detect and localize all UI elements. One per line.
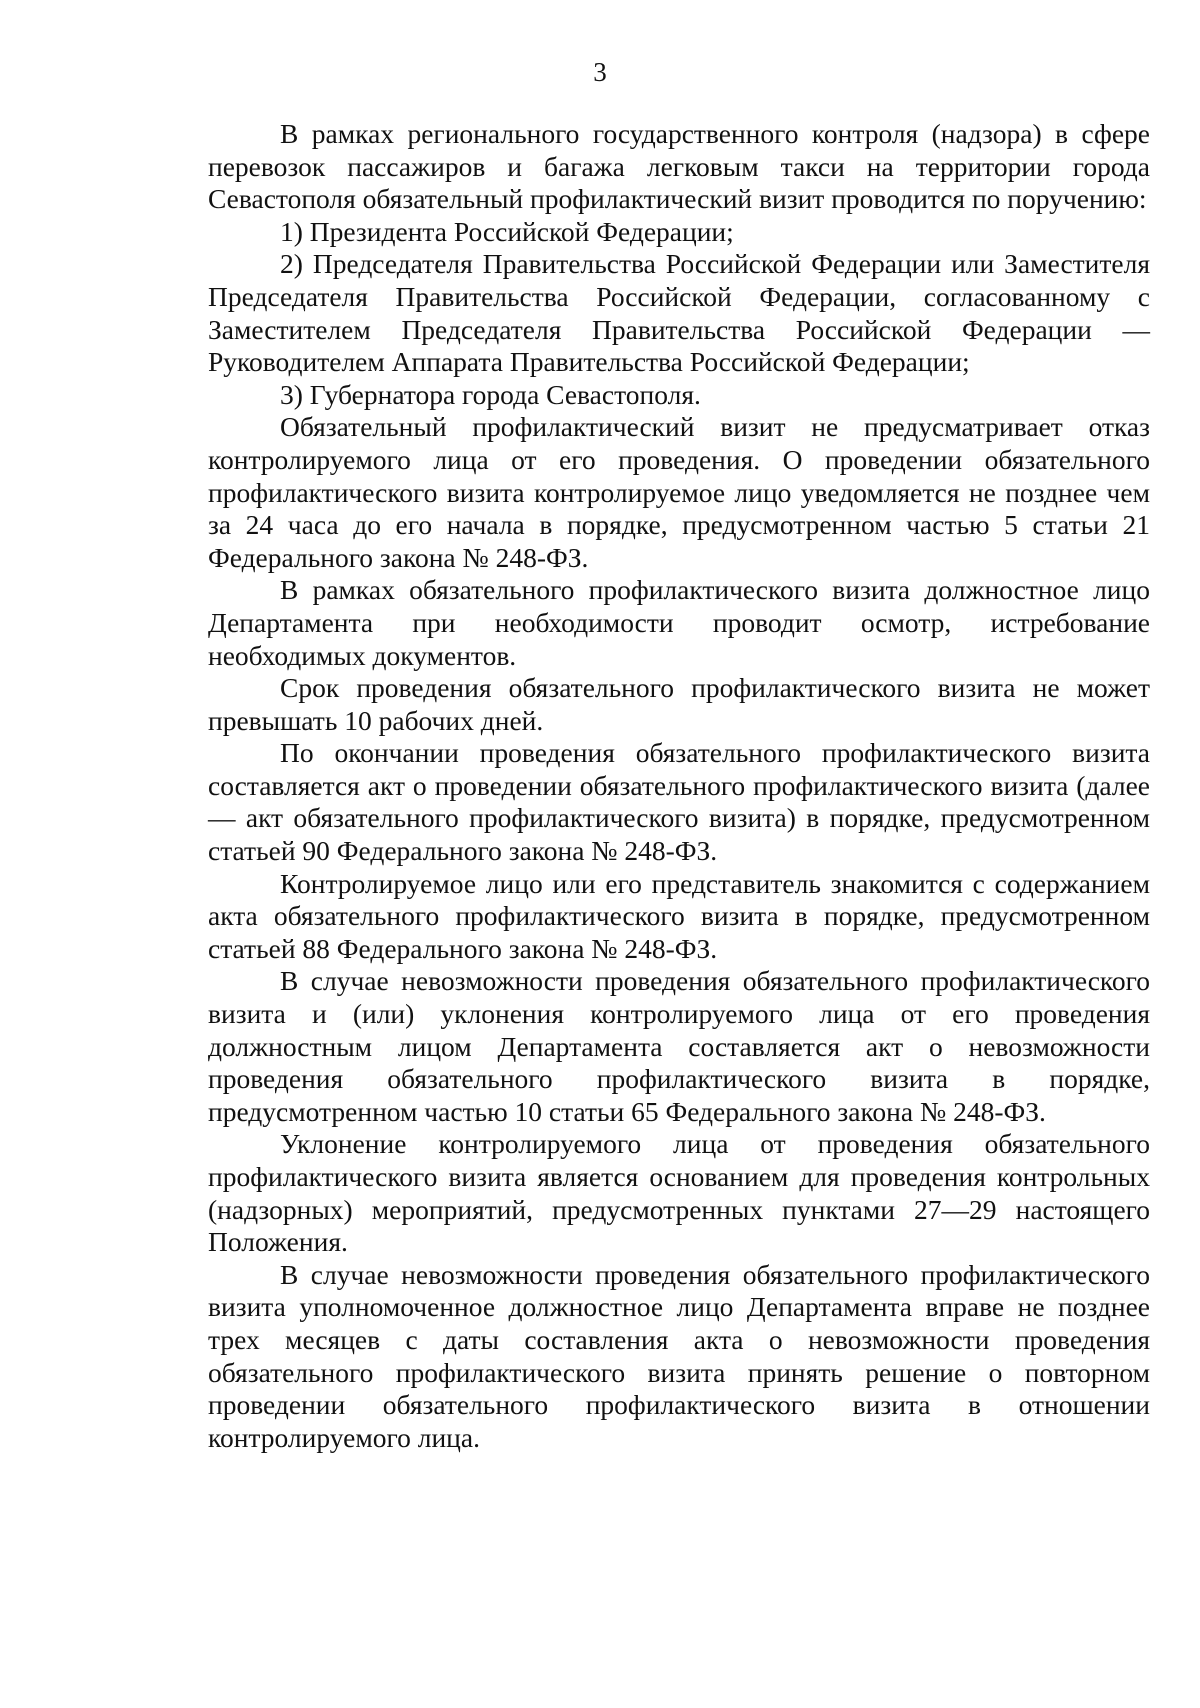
- paragraph-repeat-visit: В случае невозможности проведения обязательного профилактического визита уполномоченное должностное лицо Департамента вправе не позднее трех месяцев с даты составления акта о невозможности проведения обязательного профилактического визита принять решение о повторном проведении обязательного профилактического визита в отношении контролируемого лица.: [208, 1258, 1150, 1453]
- paragraph-impossibility: В случае невозможности проведения обязательного профилактического визита и (или) уклонения контролируемого лица от его проведения должностным лицом Департамента составляется акт о невозможности проведения обязательного профилактического визита в порядке, предусмотренном частью 10 статьи 65 Федерального закона № 248-ФЗ.: [208, 965, 1150, 1127]
- list-item-president: 1) Президента Российской Федерации;: [280, 215, 734, 247]
- paragraph-act: По окончании проведения обязательного профилактического визита составляется акт о проведении обязательного профилактического визита (далее — акт обязательного профилактического визита) в порядке, предусмотренном статьей 90 Федерального закона № 248-ФЗ.: [208, 737, 1150, 867]
- paragraph-intro: В рамках регионального государственного контроля (надзора) в сфере перевозок пассажиров и багажа легковым такси на территории города Севастополя обязательный профилактический визит проводится по поручению:: [208, 118, 1150, 215]
- paragraph-evasion: Уклонение контролируемого лица от проведения обязательного профилактического визита является основанием для проведения контрольных (надзорных) мероприятий, предусмотренных пунктами 27—29 настоящего Положения.: [208, 1128, 1150, 1258]
- list-item-governor: 3) Губернатора города Севастополя.: [280, 378, 701, 410]
- page-number: 3: [593, 57, 607, 87]
- paragraph-notification: Обязательный профилактический визит не предусматривает отказ контролируемого лица от его проведения. О проведении обязательного профилактического визита контролируемое лицо уведомляется не позднее чем за 24 часа до его начала в порядке, предусмотренном частью 5 статьи 21 Федерального закона № 248-ФЗ.: [208, 411, 1150, 573]
- paragraph-inspection: В рамках обязательного профилактического визита должностное лицо Департамента при необходимости проводит осмотр, истребование необходимых документов.: [208, 574, 1150, 671]
- document-body: [208, 118, 1150, 1454]
- list-item-chairman: 2) Председателя Правительства Российской Федерации или Заместителя Председателя Правительства Российской Федерации, согласованному с Заместителем Председателя Правительства Российской Федерации — Руководителем Аппарата Правительства Российской Федерации;: [208, 248, 1150, 378]
- paragraph-duration: Срок проведения обязательного профилактического визита не может превышать 10 рабочих дней.: [208, 672, 1150, 736]
- paragraph-familiarization: Контролируемое лицо или его представитель знакомится с содержанием акта обязательного профилактического визита в порядке, предусмотренном статьей 88 Федерального закона № 248-ФЗ.: [208, 867, 1150, 964]
